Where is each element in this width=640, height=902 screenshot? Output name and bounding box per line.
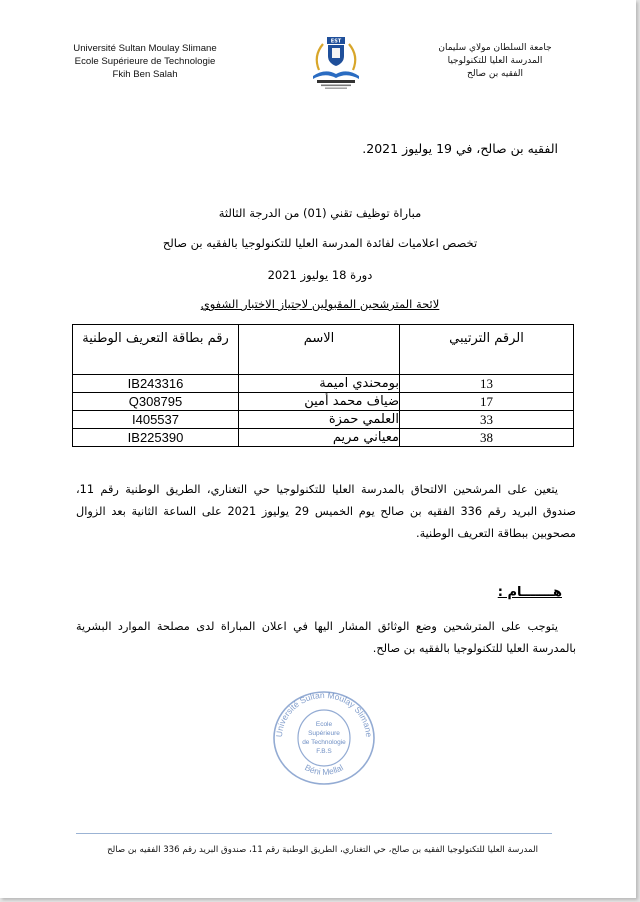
table-header-row: [73, 325, 574, 375]
header-french: [70, 42, 220, 81]
school-logo-icon: [305, 32, 367, 92]
logo-caption-city: [325, 88, 347, 89]
cell-name: معياني مريم: [239, 429, 400, 447]
stamp-inner-line2: Supérieure: [308, 730, 340, 737]
laurel-right: [349, 44, 355, 70]
footer-divider: [76, 833, 552, 834]
cell-rank: 17: [400, 393, 574, 411]
title-competition: مباراة توظيف تقني (01) من الدرجة الثالثة: [218, 206, 422, 220]
logo-acronym: EST: [330, 38, 342, 45]
header-rank: الرقم الترتيبي: [400, 325, 574, 375]
header-arabic: [430, 42, 560, 81]
laurel-left: [317, 44, 323, 70]
cell-rank: 38: [400, 429, 574, 447]
important-heading: هـــــــام :: [497, 585, 562, 600]
header-cin: رقم بطاقة التعريف الوطنية: [73, 325, 239, 375]
candidates-table: [72, 324, 574, 447]
table-row: [73, 375, 574, 393]
logo-shield-emblem: [332, 48, 340, 58]
header-arabic-university: جامعة السلطان مولاي سليمان: [438, 43, 552, 53]
date-line: الفقيه بن صالح، في 19 يوليوز 2021.: [362, 141, 558, 156]
cell-cin: I405537: [73, 411, 239, 429]
stamp-inner-line1: Ecole: [315, 721, 333, 728]
official-stamp-icon: [268, 686, 380, 786]
header-name: الاسم: [239, 325, 400, 375]
cell-name: العلمي حمزة: [239, 411, 400, 429]
table-row: [73, 411, 574, 429]
table-row: [73, 393, 574, 411]
header-french-school: Ecole Supérieure de Technologie: [74, 56, 216, 67]
cell-cin: IB225390: [73, 429, 239, 447]
stamp-inner-ring: [298, 710, 350, 766]
title-specialty: تخصص اعلاميات لفائدة المدرسة العليا للتكنولوجيا بالفقيه بن صالح: [162, 236, 478, 250]
header-arabic-city: الفقيه بن صالح: [467, 69, 523, 79]
cell-rank: 13: [400, 375, 574, 393]
cell-rank: 33: [400, 411, 574, 429]
cell-name: ضياف محمد أمين: [239, 393, 400, 411]
stamp-inner-line4: F.B.S: [316, 748, 332, 755]
title-session: دورة 18 يوليوز 2021: [267, 268, 373, 282]
stamp-outer-text: Université Sultan Moulay Slimane: [273, 689, 375, 738]
cell-name: بومحندي اميمة: [239, 375, 400, 393]
logo-caption-french: [321, 85, 351, 87]
footer-address: المدرسة العليا للتكنولوجيا الفقيه بن صالح، حي التغناري، الطريق الوطنية رقم 11، صندوق البريد رقم 336 الفقيه بن صالح: [107, 845, 538, 855]
documents-paragraph: يتوجب على المترشحين وضع الوثائق المشار اليها في اعلان المباراة لدى مصلحة الموارد البشرية بالمدرسة العليا للتكنولوجيا بالفقيه بن صالح.: [76, 620, 576, 655]
convocation-paragraph: يتعين على المرشحين الالتحاق بالمدرسة العليا للتكنولوجيا حي التغناري، الطريق الوطنية رقم 11، صندوق البريد رقم 336 الفقيه بن صالح يوم الخميس 29 يوليوز 2021 على الساعة الثانية بعد الزوال مصحوبين ببطاقة التعريف الوطنية.: [76, 483, 576, 540]
cell-cin: Q308795: [73, 393, 239, 411]
stamp-bottom-text: Béni Mellal: [303, 762, 345, 777]
stamp-inner-line3: de Technologie: [302, 739, 346, 746]
cell-cin: IB243316: [73, 375, 239, 393]
table-row: [73, 429, 574, 447]
title-list: لائحة المترشحين المقبولين لاجتياز الاختبار الشفوي: [200, 297, 440, 311]
logo-book: [313, 71, 359, 79]
logo-caption-arabic: [317, 80, 355, 83]
header-arabic-school: المدرسة العليا للتكنولوجيا: [447, 56, 543, 66]
header-french-city: Fkih Ben Salah: [112, 69, 178, 80]
header-french-university: Université Sultan Moulay Slimane: [73, 43, 217, 54]
